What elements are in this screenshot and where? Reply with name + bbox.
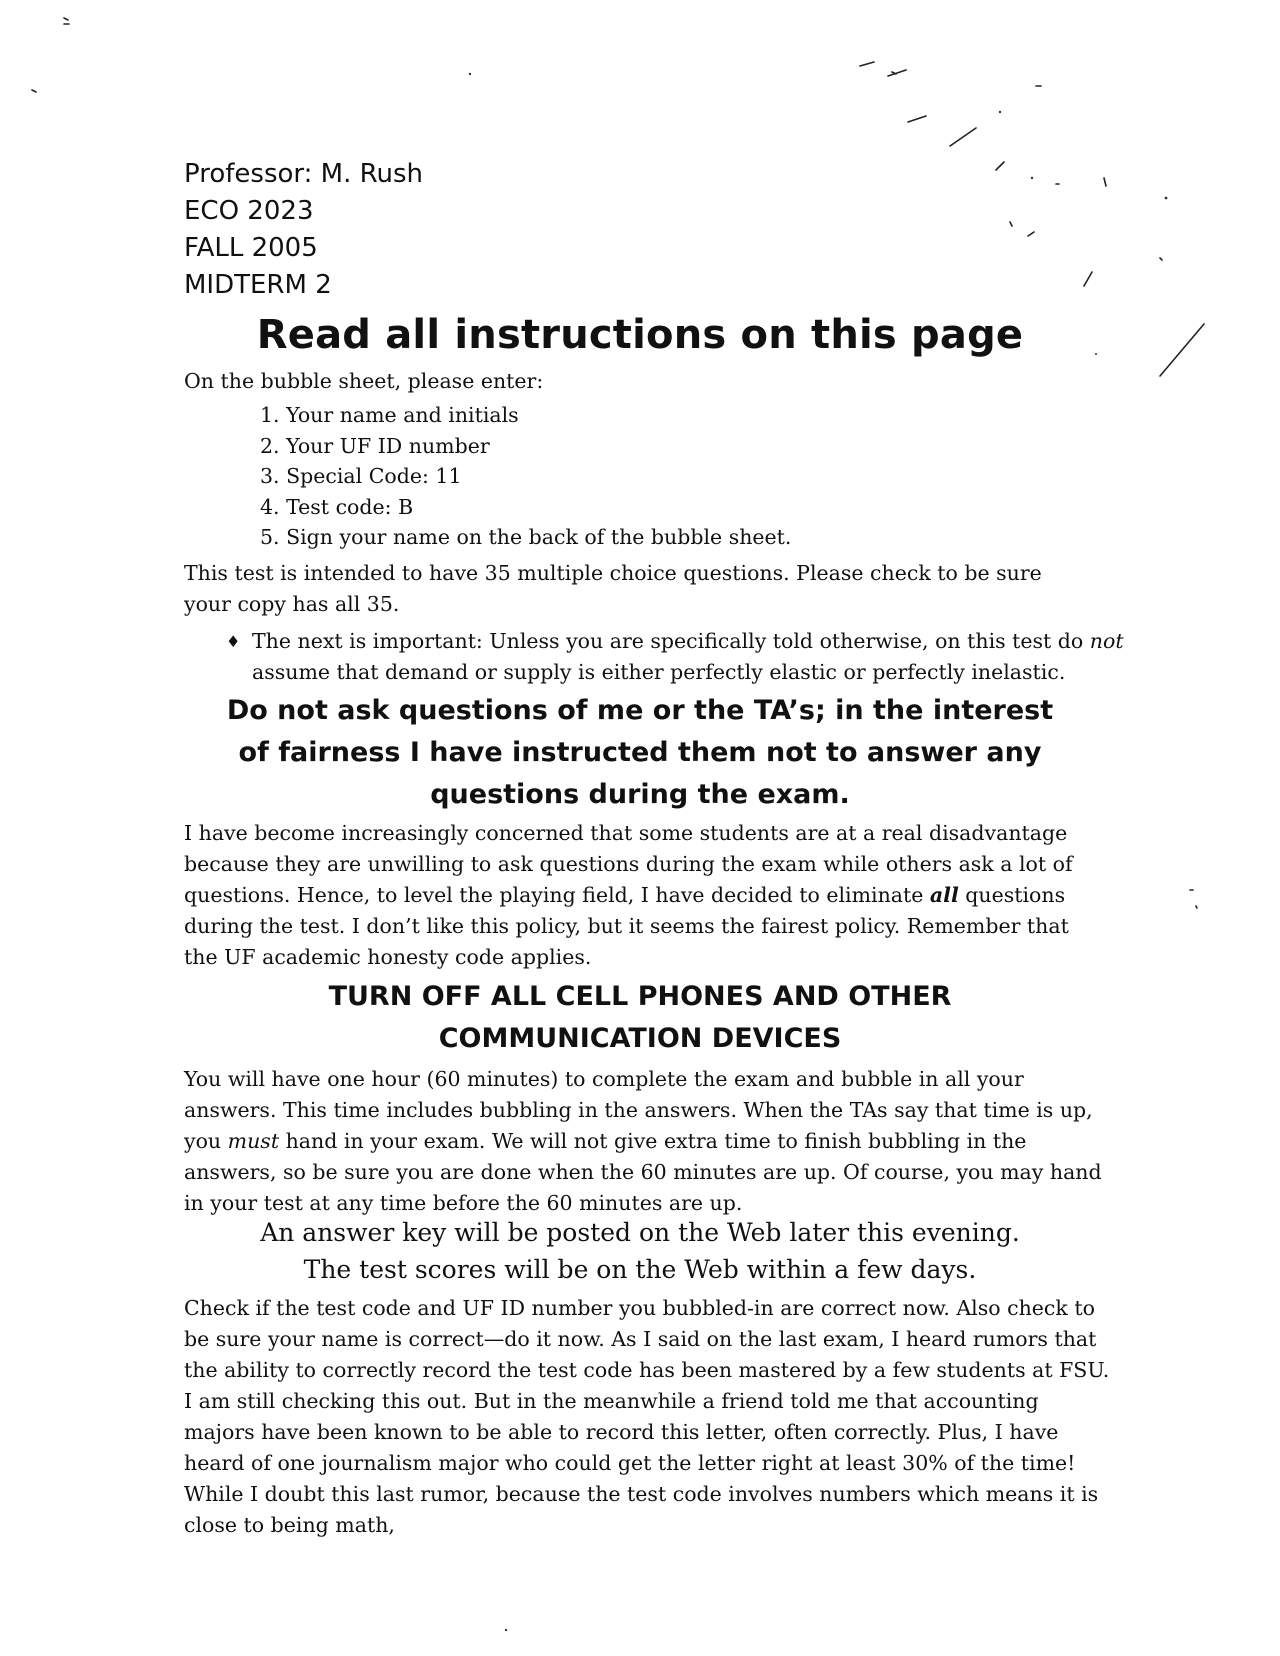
course-code: ECO 2023 — [184, 196, 314, 226]
concern-paragraph: I have become increasingly concerned that some students are at a real disadvantage because they are unwilling to ask questions during the exam while others ask a lot of questions. Hence, to level the playing field, I have decided to eliminate all questions during the test. I don’t like this policy, but it seems the fairest policy. Remember that the UF academic honesty code applies. — [184, 821, 1073, 969]
cell-phones-heading: TURN OFF ALL CELL PHONES AND OTHER COMMUNICATION DEVICES — [328, 981, 952, 1054]
check-paragraph: Check if the test code and UF ID number you bubbled-in are correct now. Also check to be sure your name is correct—do it now. As I said on the last exam, I heard rumors that the ability to correctly record the test code has been mastered by a few students at FSU. I am still checking this out. But in the meanwhile a friend told me that accounting majors have been known to be able to record this letter, often correctly. Plus, I have heard of one journalism major who could get the letter right at least 30% of the time! While I doubt this last rumor, because the test code involves numbers which means it is close to being math, — [184, 1296, 1110, 1537]
list-item: 5. Sign your name on the back of the bubble sheet. — [260, 525, 792, 549]
term: FALL 2005 — [184, 233, 318, 263]
intro-text: On the bubble sheet, please enter: — [184, 369, 544, 393]
exam-header — [184, 156, 423, 304]
diamond-bullet-icon: ♦ — [226, 632, 241, 651]
list-item: 2. Your UF ID number — [260, 433, 490, 458]
elasticity-note — [226, 626, 1126, 688]
answer-key-notice: An answer key will be posted on the Web later this evening. — [260, 1218, 1020, 1247]
test-length-paragraph: This test is intended to have 35 multiple choice questions. Please check to be sure your copy has all 35. — [184, 561, 1042, 616]
list-item: 1. Your name and initials — [260, 403, 519, 427]
scores-notice: The test scores will be on the Web within a few days. — [303, 1255, 977, 1284]
no-questions-heading: Do not ask questions of me or the TA’s; in the interest of fairness I have instructed them not to answer any questions during the exam. — [226, 695, 1054, 810]
list-item: 3. Special Code: 11 — [260, 464, 462, 488]
bubble-sheet-list — [260, 400, 791, 553]
exam-name: MIDTERM 2 — [184, 270, 332, 300]
list-item: 4. Test code: B — [260, 494, 414, 519]
elasticity-note-text: The next is important: Unless you are specifically told otherwise, on this test do not assume that demand or supply is either perfectly elastic or perfectly inelastic. — [252, 629, 1124, 684]
page-title: Read all instructions on this page — [256, 312, 1024, 358]
time-paragraph: You will have one hour (60 minutes) to complete the exam and bubble in all your answers. This time includes bubbling in the answers. When the TAs say that time is up, you must hand in your exam. We will not give extra time to finish bubbling in the answers, so be sure you are done when the 60 minutes are up. Of course, you may hand in your test at any time before the 60 minutes are up. — [184, 1067, 1102, 1215]
professor-line: Professor: M. Rush — [184, 159, 424, 189]
